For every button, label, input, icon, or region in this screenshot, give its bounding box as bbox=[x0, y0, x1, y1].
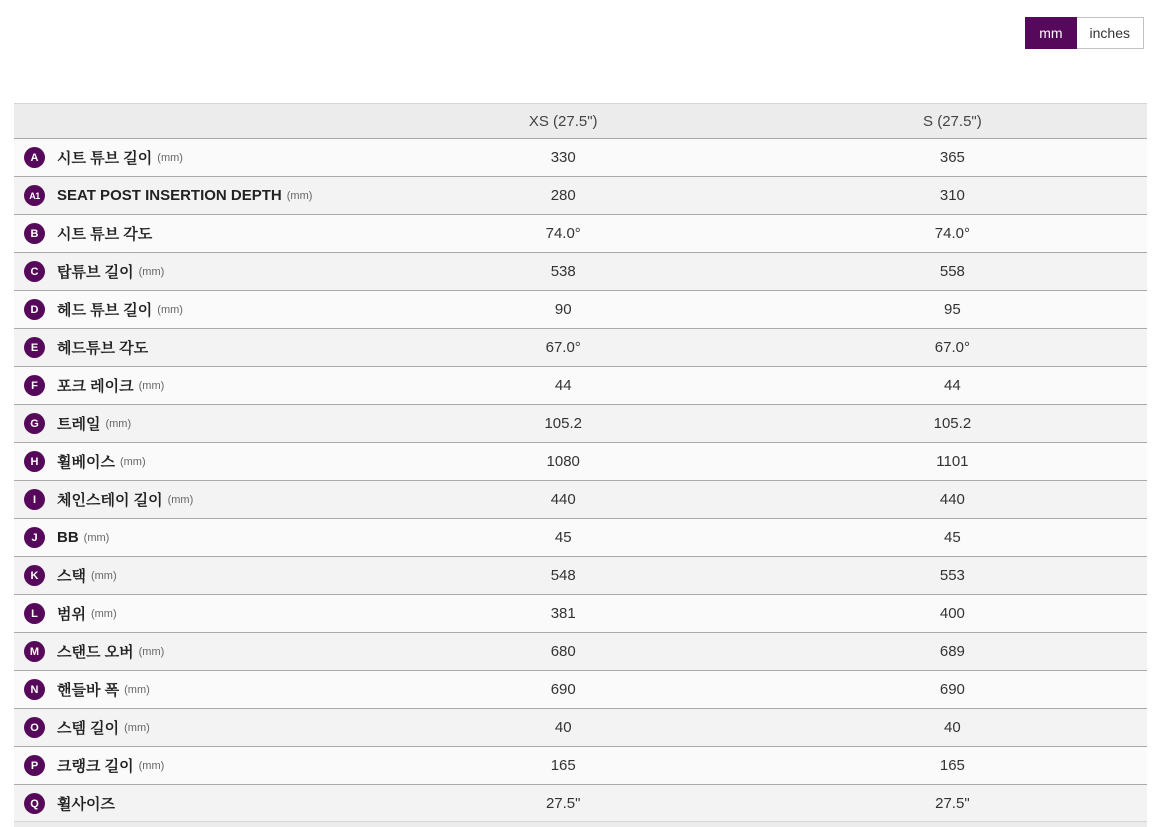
row-label: 휠베이스 bbox=[57, 454, 115, 471]
spec-value: 74.0° bbox=[369, 215, 758, 253]
row-label-cell bbox=[14, 367, 369, 405]
row-label-cell bbox=[14, 633, 369, 671]
row-label: 포크 레이크 bbox=[57, 378, 134, 395]
spec-value: 280 bbox=[369, 177, 758, 215]
row-label-cell bbox=[14, 709, 369, 747]
spec-value: 558 bbox=[758, 253, 1147, 291]
row-label: 헤드튜브 각도 bbox=[57, 340, 149, 357]
table-row bbox=[14, 329, 1147, 367]
spec-value: 165 bbox=[758, 747, 1147, 785]
row-label: SEAT POST INSERTION DEPTH bbox=[57, 187, 282, 204]
table-row bbox=[14, 253, 1147, 291]
spec-value: 1080 bbox=[369, 443, 758, 481]
spec-value: 45 bbox=[369, 519, 758, 557]
spec-value: 330 bbox=[369, 139, 758, 177]
row-letter-badge: P bbox=[24, 755, 45, 776]
row-letter-badge: N bbox=[24, 679, 45, 700]
row-unit: (mm) bbox=[138, 759, 165, 772]
spec-value: 67.0° bbox=[758, 329, 1147, 367]
spec-value: 27.5" bbox=[758, 785, 1147, 823]
row-label: BB bbox=[57, 529, 79, 546]
table-row bbox=[14, 443, 1147, 481]
unit-mm-button[interactable]: mm bbox=[1025, 17, 1076, 49]
geometry-spec-table bbox=[14, 103, 1147, 823]
row-unit: (mm) bbox=[138, 265, 165, 278]
spec-value: 105.2 bbox=[758, 405, 1147, 443]
row-letter-badge: B bbox=[24, 223, 45, 244]
row-label: 핸들바 폭 bbox=[57, 682, 120, 699]
spec-value: 381 bbox=[369, 595, 758, 633]
row-label: 트레일 bbox=[57, 416, 101, 433]
spec-value: 538 bbox=[369, 253, 758, 291]
row-label-cell bbox=[14, 595, 369, 633]
spec-value: 548 bbox=[369, 557, 758, 595]
row-unit: (mm) bbox=[157, 303, 183, 316]
row-unit: (mm) bbox=[138, 379, 165, 392]
spec-value: 365 bbox=[758, 139, 1147, 177]
row-label-cell bbox=[14, 443, 369, 481]
spec-value: 27.5" bbox=[369, 785, 758, 823]
spec-value: 690 bbox=[369, 671, 758, 709]
spec-value: 45 bbox=[758, 519, 1147, 557]
spec-value: 440 bbox=[758, 481, 1147, 519]
spec-value: 44 bbox=[758, 367, 1147, 405]
table-row bbox=[14, 177, 1147, 215]
size-column-header-xs: XS (27.5") bbox=[369, 104, 758, 139]
row-label: 헤드 튜브 길이 bbox=[57, 302, 153, 319]
spec-value: 44 bbox=[369, 367, 758, 405]
spec-value: 690 bbox=[758, 671, 1147, 709]
table-row bbox=[14, 291, 1147, 329]
row-label: 스탠드 오버 bbox=[57, 644, 134, 661]
size-column-header-s: S (27.5") bbox=[758, 104, 1147, 139]
table-row bbox=[14, 671, 1147, 709]
row-letter-badge: O bbox=[24, 717, 45, 738]
row-unit: (mm) bbox=[90, 569, 117, 582]
spec-value: 90 bbox=[369, 291, 758, 329]
row-letter-badge: F bbox=[24, 375, 45, 396]
table-row bbox=[14, 709, 1147, 747]
row-unit: (mm) bbox=[90, 607, 117, 620]
table-row bbox=[14, 367, 1147, 405]
spec-value: 310 bbox=[758, 177, 1147, 215]
row-letter-badge: H bbox=[24, 451, 45, 472]
row-letter-badge: M bbox=[24, 641, 45, 662]
row-label-cell bbox=[14, 253, 369, 291]
spec-value: 680 bbox=[369, 633, 758, 671]
row-label: 스템 길이 bbox=[57, 720, 120, 737]
row-label-cell bbox=[14, 481, 369, 519]
spec-value: 105.2 bbox=[369, 405, 758, 443]
row-letter-badge: G bbox=[24, 413, 45, 434]
row-label: 스택 bbox=[57, 568, 86, 585]
row-letter-badge: L bbox=[24, 603, 45, 624]
table-row bbox=[14, 557, 1147, 595]
row-letter-badge: Q bbox=[24, 793, 45, 814]
table-row bbox=[14, 519, 1147, 557]
row-letter-badge: I bbox=[24, 489, 45, 510]
row-letter-badge: A1 bbox=[24, 185, 45, 206]
row-label-cell bbox=[14, 519, 369, 557]
row-label-cell bbox=[14, 557, 369, 595]
row-unit: (mm) bbox=[83, 531, 110, 544]
row-unit: (mm) bbox=[286, 189, 313, 202]
table-row bbox=[14, 633, 1147, 671]
spec-value: 440 bbox=[369, 481, 758, 519]
row-label-cell bbox=[14, 291, 369, 329]
table-header-row bbox=[14, 104, 1147, 139]
row-label: 시트 튜브 길이 bbox=[57, 150, 153, 167]
row-letter-badge: A bbox=[24, 147, 45, 168]
row-letter-badge: E bbox=[24, 337, 45, 358]
row-letter-badge: K bbox=[24, 565, 45, 586]
spec-value: 74.0° bbox=[758, 215, 1147, 253]
row-label: 체인스테이 길이 bbox=[57, 492, 163, 509]
row-label: 탑튜브 길이 bbox=[57, 264, 134, 281]
table-row bbox=[14, 747, 1147, 785]
row-unit: (mm) bbox=[124, 721, 150, 734]
spec-value: 40 bbox=[758, 709, 1147, 747]
table-row bbox=[14, 405, 1147, 443]
row-label-cell bbox=[14, 785, 369, 823]
spec-value: 553 bbox=[758, 557, 1147, 595]
spec-table-body bbox=[14, 139, 1147, 823]
unit-inches-button[interactable]: inches bbox=[1077, 17, 1144, 49]
spec-value: 400 bbox=[758, 595, 1147, 633]
row-label-cell bbox=[14, 671, 369, 709]
table-row bbox=[14, 139, 1147, 177]
row-unit: (mm) bbox=[138, 645, 165, 658]
spec-value: 67.0° bbox=[369, 329, 758, 367]
row-label: 크랭크 길이 bbox=[57, 758, 134, 775]
row-label-cell bbox=[14, 747, 369, 785]
spec-value: 165 bbox=[369, 747, 758, 785]
row-letter-badge: J bbox=[24, 527, 45, 548]
table-row bbox=[14, 481, 1147, 519]
row-label-cell bbox=[14, 139, 369, 177]
table-row bbox=[14, 215, 1147, 253]
table-row bbox=[14, 595, 1147, 633]
row-unit: (mm) bbox=[157, 151, 183, 164]
table-row bbox=[14, 785, 1147, 823]
row-label: 휠사이즈 bbox=[57, 796, 115, 813]
label-column-header bbox=[14, 104, 369, 139]
next-table-header-partial bbox=[14, 821, 1147, 827]
row-letter-badge: C bbox=[24, 261, 45, 282]
spec-value: 95 bbox=[758, 291, 1147, 329]
row-label: 범위 bbox=[57, 606, 86, 623]
spec-value: 1101 bbox=[758, 443, 1147, 481]
row-unit: (mm) bbox=[124, 683, 150, 696]
row-label-cell bbox=[14, 405, 369, 443]
row-unit: (mm) bbox=[105, 417, 132, 430]
row-label-cell bbox=[14, 329, 369, 367]
spec-value: 40 bbox=[369, 709, 758, 747]
spec-value: 689 bbox=[758, 633, 1147, 671]
row-label-cell bbox=[14, 215, 369, 253]
row-label: 시트 튜브 각도 bbox=[57, 226, 153, 243]
unit-toggle bbox=[1025, 17, 1144, 49]
row-letter-badge: D bbox=[24, 299, 45, 320]
row-unit: (mm) bbox=[167, 493, 194, 506]
row-label-cell bbox=[14, 177, 369, 215]
row-unit: (mm) bbox=[119, 455, 146, 468]
